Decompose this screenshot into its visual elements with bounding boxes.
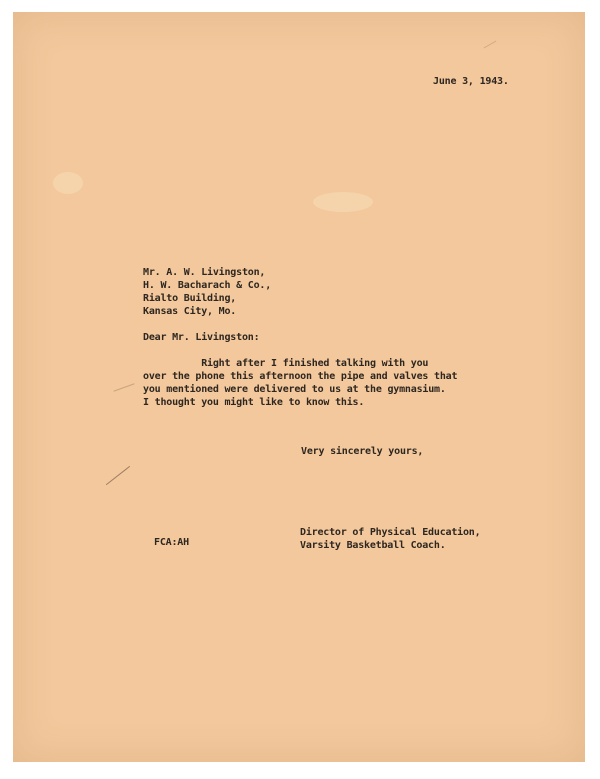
paper-stain: [53, 172, 83, 194]
letter-page: [13, 12, 585, 762]
pencil-mark: [106, 466, 130, 485]
paper-stain: [313, 192, 373, 212]
pencil-mark: [113, 383, 134, 391]
letter-date: June 3, 1943.: [433, 76, 509, 87]
body-line: over the phone this afternoon the pipe and valves that: [143, 371, 458, 382]
address-line: H. W. Bacharach & Co.,: [143, 280, 272, 291]
body-line: Right after I finished talking with you: [143, 358, 429, 369]
letter-body: [143, 357, 457, 409]
address-line: Kansas City, Mo.: [143, 306, 237, 317]
reference-initials: FCA:AH: [154, 537, 189, 548]
pencil-mark: [484, 41, 497, 49]
address-line: Mr. A. W. Livingston,: [143, 267, 266, 278]
address-line: Rialto Building,: [143, 293, 237, 304]
body-line: you mentioned were delivered to us at the gymnasium.: [143, 384, 446, 395]
signature-title: Director of Physical Education,: [300, 527, 481, 538]
signature-title: Varsity Basketball Coach.: [300, 540, 446, 551]
complimentary-closing: Very sincerely yours,: [301, 446, 424, 457]
salutation: Dear Mr. Livingston:: [143, 332, 260, 343]
body-line: I thought you might like to know this.: [143, 397, 365, 408]
signature-block: [300, 526, 480, 552]
recipient-address: [143, 266, 271, 318]
